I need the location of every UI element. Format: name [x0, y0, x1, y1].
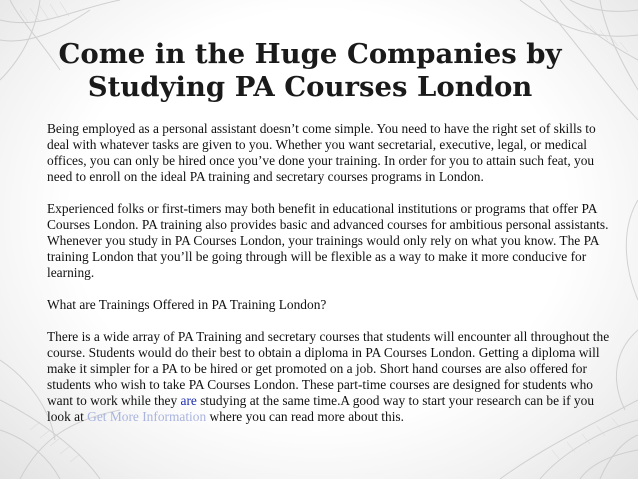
paragraph-intro: Being employed as a personal assistant doesn’t come simple. You need to have the right set of skills to deal with whatever tasks are given to you. Whether you want secretarial, executive, legal, or medical offices, you can only be hired once you’ve done your training. In order for you to attain such feat, you need to enroll on the ideal PA training and secretary courses programs in London. — [47, 121, 596, 184]
get-more-information-link[interactable]: Get More Information — [87, 409, 207, 424]
body-text — [47, 121, 619, 441]
paragraph-trainings-text-2: studying at the same time.A good way to start your research can be if you look at — [47, 393, 595, 424]
paragraph-trainings-text-1: There is a wide array of PA Training and secretary courses that students will encounter all throughout the course. Students would do their best to obtain a diploma in PA Courses London. Getting a diploma will make it simpler for a PA to be hired or get promoted on a job. Short hand courses are also offered for students who wish to take PA Courses London. These part-time courses are designed for students who want to work while they — [47, 329, 610, 408]
paragraph-trainings — [47, 329, 619, 425]
paragraph-experienced: Experienced folks or first-timers may both benefit in educational institutions or programs that offer PA Courses London. PA training also provides basic and advanced courses for ambitious personal assistants. Whenever you study in PA Courses London, your trainings would only rely on what you know. The PA training London that you’ll be going through will be flexible as a way to make it more conducive for learning. — [47, 201, 609, 280]
paragraph-trainings-text-3: where you can read more about this. — [206, 409, 404, 424]
slide-title: Come in the Huge Companies by Studying PA Courses London — [58, 38, 562, 103]
are-link[interactable]: are — [180, 393, 197, 408]
section-question: What are Trainings Offered in PA Training London? — [47, 297, 327, 312]
